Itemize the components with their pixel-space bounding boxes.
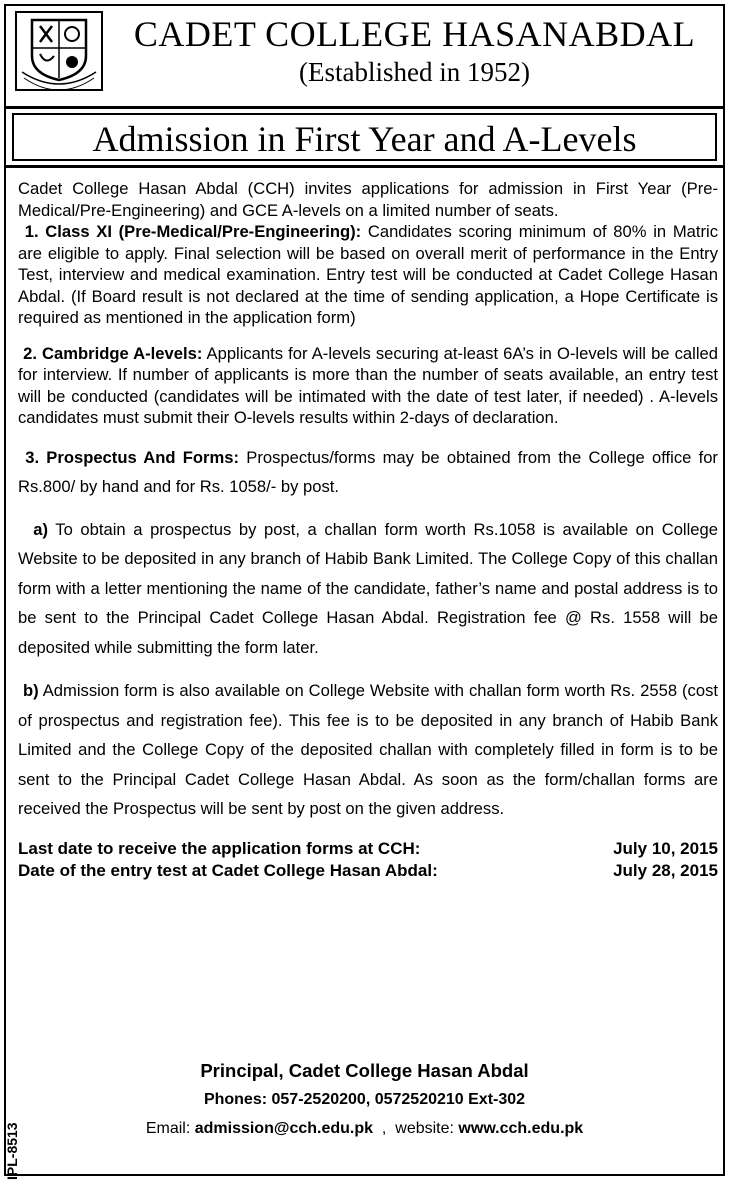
- phone-numbers: Phones: 057-2520200, 0572520210 Ext-302: [203, 1091, 526, 1108]
- subsection-label: b): [22, 681, 39, 700]
- section-heading: 1. Class XI (Pre-Medical/Pre-Engineering):: [24, 222, 362, 241]
- deadline-date: July 28, 2015: [613, 860, 718, 880]
- college-crest-icon: [14, 10, 104, 92]
- email-link[interactable]: admission@cch.edu.pk: [194, 1120, 374, 1137]
- advertisement-body: [18, 178, 718, 882]
- website-link[interactable]: www.cch.edu.pk: [458, 1120, 584, 1137]
- header: [6, 6, 723, 104]
- deadline-label: Date of the entry test at Cadet College Hasan Abdal:: [18, 860, 438, 880]
- headline: Admission in First Year and A-Levels: [12, 113, 717, 161]
- section-heading: 3. Prospectus And Forms:: [25, 447, 240, 467]
- deadline-date: July 10, 2015: [613, 838, 718, 858]
- section-text: Applicants for A-levels securing at-least 6A’s in O-levels will be called for interview. If number of applicants is more than the number of seats available, an entry test will be conducted (candidates will be intimated with the date of test later, if needed) . A-levels candidates must submit their O-levels results within 2-days of declaration.: [18, 343, 718, 427]
- section-text: Prospectus/forms may be obtained from the College office for Rs.800/ by hand and for Rs. 1058/- by post.: [18, 447, 718, 496]
- website-label: website:: [395, 1120, 454, 1137]
- intro-paragraph: Cadet College Hasan Abdal (CCH) invites applications for admission in First Year (Pre-Medical/Pre-Engineering) and GCE A-levels on a limited number of seats.: [18, 179, 718, 220]
- subsection-text: To obtain a prospectus by post, a challan form worth Rs.1058 is available on College Website to be deposited in any branch of Habib Bank Limited. The College Copy of this challan form with a letter mentioning the name of the candidate, father’s name and postal address is to be sent to the Principal Cadet College Hasan Abdal. Registration fee @ Rs. 1558 will be deposited while submitting the form later.: [18, 519, 718, 657]
- subsection-text: Admission form is also available on College Website with challan form worth Rs. 2558 (cost of prospectus and registration fee). This fee is to be deposited in any branch of Habib Bank Limited and the College Copy of the deposited challan with completely filled in form is to be sent to the Principal Cadet College Hasan Abdal. As soon as the form/challan forms are received the Prospectus will be sent by post on the given address.: [18, 681, 718, 818]
- email-label: Email:: [145, 1120, 191, 1137]
- deadline-entry-test: [18, 860, 718, 882]
- deadlines: [18, 838, 718, 882]
- admission-advertisement: [4, 4, 725, 1180]
- section-heading: 2. Cambridge A-levels:: [23, 343, 203, 363]
- college-name: CADET COLLEGE HASANABDAL: [133, 14, 696, 54]
- ad-reference-code: IPL-8513: [4, 1122, 20, 1180]
- section-text: Candidates scoring minimum of 80% in Matric are eligible to apply. Final selection will be based on overall merit of performance in the Entry Test, interview and medical examination. Entry test will be conducted at Cadet College Hasan Abdal. (If Board result is not declared at the time of sending application, a Hope Certificate is required as mentioned in the application form): [18, 222, 718, 327]
- headline-banner: [6, 106, 723, 168]
- subsection-label: a): [33, 519, 48, 539]
- section-a-levels: [18, 343, 718, 429]
- principal-title: Principal, Cadet College Hasan Abdal: [200, 1060, 529, 1081]
- established-year: (Established in 1952): [299, 57, 530, 87]
- section-prospectus: [18, 443, 718, 501]
- separator: ,: [381, 1120, 387, 1137]
- deadline-application: [18, 838, 718, 860]
- deadline-label: Last date to receive the application forms at CCH:: [18, 838, 421, 858]
- section-class-xi: [18, 221, 718, 329]
- email-website-line: [6, 1116, 723, 1142]
- subsection-a: [18, 515, 718, 663]
- subsection-b: [18, 676, 718, 824]
- contact-footer: [6, 1058, 723, 1142]
